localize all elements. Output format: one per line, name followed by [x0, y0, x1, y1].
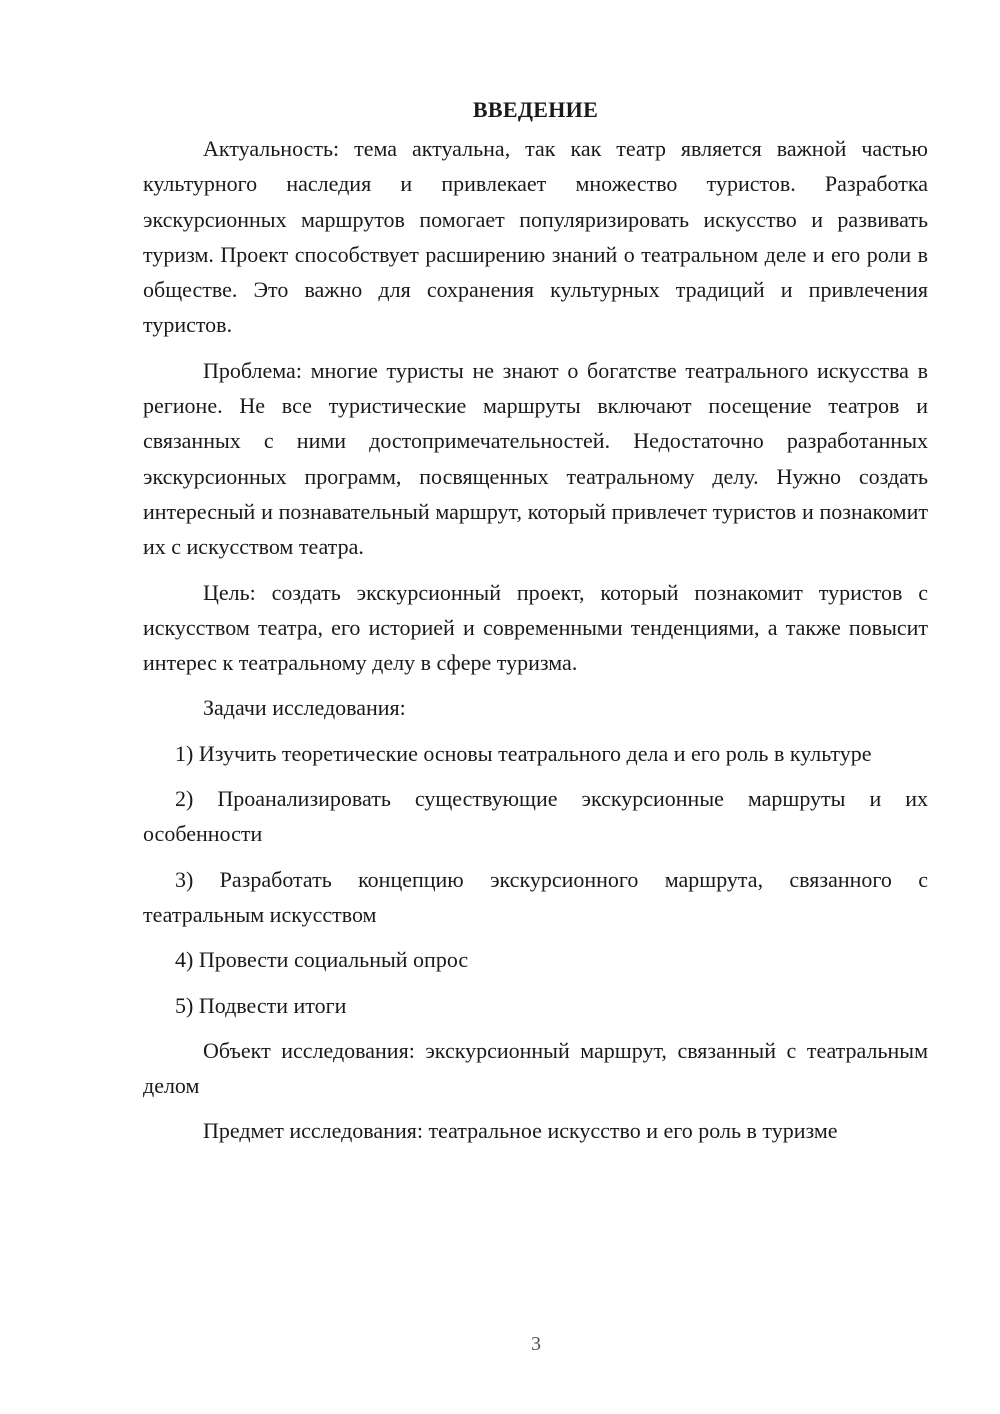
page-title: ВВЕДЕНИЕ	[472, 97, 599, 122]
tasks-heading: Задачи исследования:	[203, 695, 406, 721]
task-item-4: 4) Провести социальный опрос	[175, 947, 469, 973]
task-item-2: 2) Проанализировать существующие экскурсионные маршруты и их особенности	[143, 786, 928, 847]
task-item-5: 5) Подвести итоги	[175, 992, 347, 1018]
paragraph-subject: Предмет исследования: театральное искусство и его роль в туризме	[203, 1118, 838, 1144]
paragraph-relevance: Актуальность: тема актуальна, так как театр является важной частью культурного наследия и привлекает множество туристов. Разработка экскурсионных маршрутов помогает популяризировать искусство и развивать туризм. Проект способствует расширению знаний о театральном деле и его роли в обществе. Это важно для сохранения культурных традиций и привлечения туристов.	[143, 136, 928, 338]
paragraph-problem: Проблема: многие туристы не знают о богатстве театрального искусства в регионе. Не все туристические маршруты включают посещение театров и связанных с ними достопримечательностей. Недостаточно разработанных экскурсионных программ, посвященных театральному делу. Нужно создать интересный и познавательный маршрут, который привлечет туристов и познакомит их с искусством театра.	[143, 357, 928, 560]
paragraph-goal: Цель: создать экскурсионный проект, который познакомит туристов с искусством театра, его историей и современными тенденциями, а также повысит интерес к театральному делу в сфере туризма.	[143, 579, 928, 676]
page-number: 3	[531, 1333, 541, 1355]
task-item-3: 3) Разработать концепцию экскурсионного маршрута, связанного с театральным искусством	[143, 866, 928, 927]
document-page	[143, 92, 928, 1159]
paragraph-object: Объект исследования: экскурсионный маршрут, связанный с театральным делом	[143, 1037, 928, 1099]
task-item-1: 1) Изучить теоретические основы театрального дела и его роль в культуре	[175, 740, 872, 766]
